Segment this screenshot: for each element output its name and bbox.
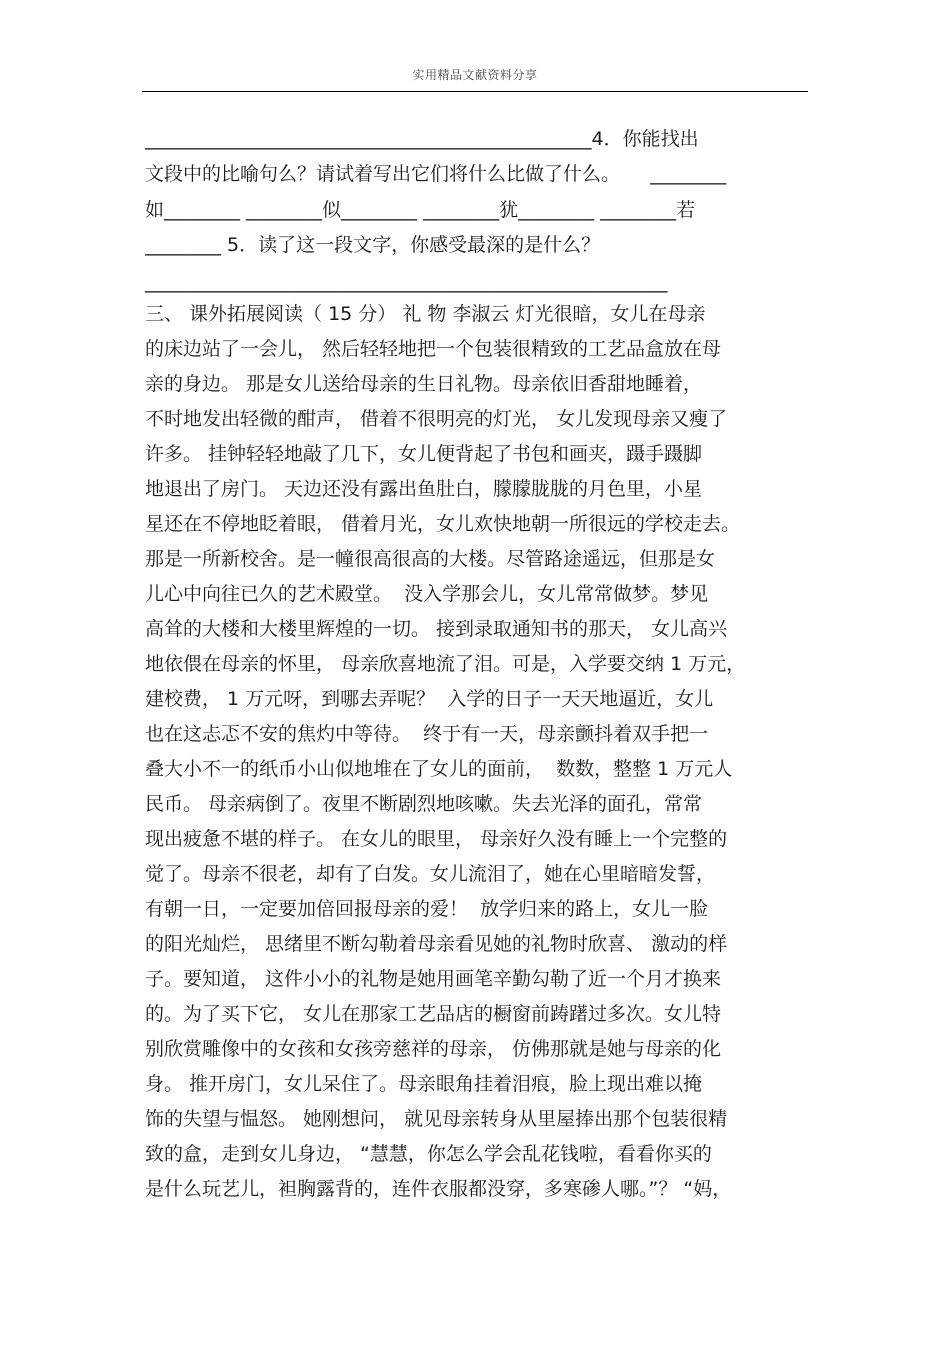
text-line: 觉了。母亲不很老，却有了白发。女儿流泪了，她在心里暗暗发誓， [145, 863, 716, 885]
text-line: 三、 课外拓展阅读（ 15 分） 礼 物 李淑云 灯光很暗，女儿在母亲 [145, 303, 706, 325]
text-line: 的。为了买下它， 女儿在那家工艺品店的橱窗前踌躇过多次。女儿特 [145, 1003, 722, 1025]
text-line: 的阳光灿烂， 思绪里不断勾勒着母亲看见她的礼物时欣喜、 激动的样 [145, 933, 728, 955]
text-line: 民币。 母亲病倒了。夜里不断剧烈地咳嗽。失去光泽的面孔，常常 [145, 793, 703, 815]
text-line: 如________ ________似________ ________犹________ ________若 [145, 199, 696, 221]
text-line: 的床边站了一会儿， 然后轻轻地把一个包装很精致的工艺品盒放在母 [145, 338, 722, 360]
text-line: _______________________________________________________ [145, 271, 668, 293]
page-header: 实用精品文献资料分享 [412, 68, 538, 82]
text-line: 饰的失望与愠怒。 她刚想问， 就见母亲转身从里屋捧出那个包装很精 [145, 1108, 728, 1130]
text-line: 有朝一日，一定要加倍回报母亲的爱！ 放学归来的路上，女儿一脸 [145, 898, 709, 920]
text-line: 也在这忐忑不安的焦灼中等待。 终于有一天，母亲颤抖着双手把一 [145, 723, 709, 745]
text-line: 不时地发出轻微的酣声， 借着不很明亮的灯光， 女儿发现母亲又瘦了 [145, 408, 728, 430]
text-line: 叠大小不一的纸币小山似地堆在了女儿的面前， 数数，整整 1 万元人 [145, 758, 733, 780]
text-line: 那是一所新校舍。是一幢很高很高的大楼。尽管路途遥远，但那是女 [145, 548, 716, 570]
text-line: 建校费， 1 万元呀，到哪去弄呢？ 入学的日子一天天地逼近，女儿 [145, 688, 714, 710]
text-line: 文段中的比喻句么？请试着写出它们将什么比做了什么。 ________ [145, 163, 727, 185]
text-line: 别欣赏雕像中的女孩和女孩旁慈祥的母亲， 仿佛那就是她与母亲的化 [145, 1038, 722, 1060]
text-line: 地依偎在母亲的怀里， 母亲欣喜地流了泪。可是，入学要交纳 1 万元， [145, 653, 746, 675]
text-line: ________ 5．读了这一段文字，你感受最深的是什么？ [145, 234, 601, 256]
text-line: 现出疲惫不堪的样子。 在女儿的眼里， 母亲好久没有睡上一个完整的 [145, 828, 728, 850]
text-line: 高耸的大楼和大楼里辉煌的一切。 接到录取通知书的那天， 女儿高兴 [145, 618, 728, 640]
text-line: _______________________________________________4．你能找出 [145, 128, 699, 150]
text-line: 儿心中向往已久的艺术殿堂。 没入学那会儿，女儿常常做梦。梦见 [145, 583, 709, 605]
text-line: 地退出了房门。 天边还没有露出鱼肚白，朦朦胧胧的月色里，小星 [145, 478, 703, 500]
text-line: 是什么玩艺儿，袒胸露背的，连件衣服都没穿，多寒碜人哪。”？ “妈， [145, 1178, 732, 1200]
text-line: 许多。 挂钟轻轻地敲了几下，女儿便背起了书包和画夹，蹑手蹑脚 [145, 443, 703, 465]
text-line: 致的盒，走到女儿身边， “慧慧，你怎么学会乱花钱啦，看看你买的 [145, 1143, 712, 1165]
text-line: 亲的身边。 那是女儿送给母亲的生日礼物。母亲依旧香甜地睡着， [145, 373, 703, 395]
header-divider [142, 91, 808, 92]
text-line: 子。要知道， 这件小小的礼物是她用画笔辛勤勾勒了近一个月才换来 [145, 968, 722, 990]
text-line: 星还在不停地眨着眼， 借着月光，女儿欢快地朝一所很远的学校走去。 [145, 513, 741, 535]
text-line: 身。 推开房门，女儿呆住了。母亲眼角挂着泪痕，脸上现出难以掩 [145, 1073, 703, 1095]
